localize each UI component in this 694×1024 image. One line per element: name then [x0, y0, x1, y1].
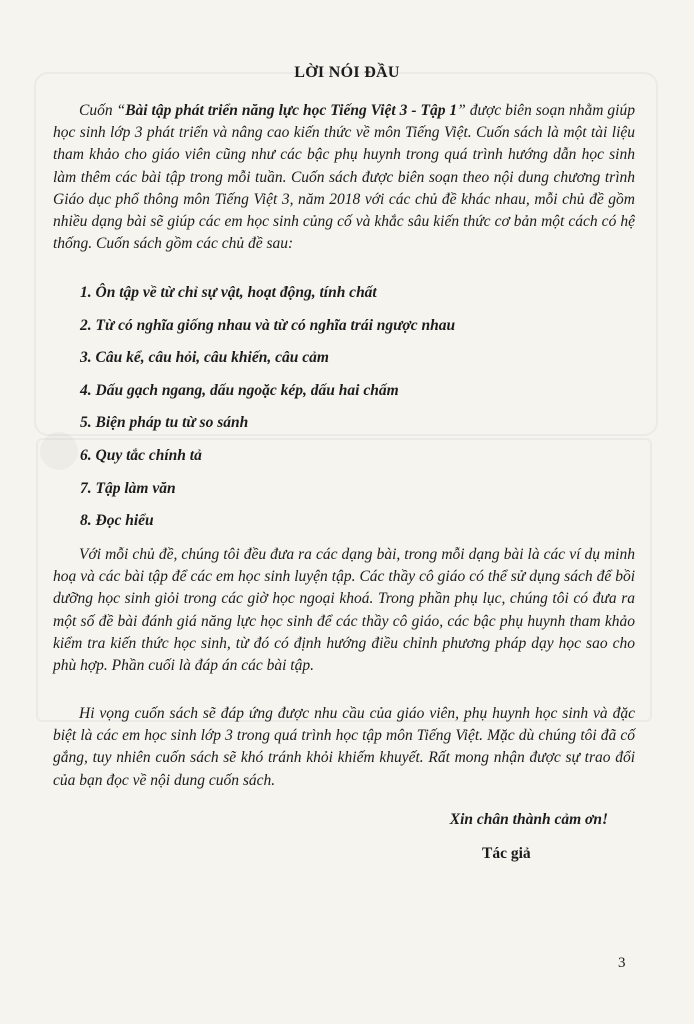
- closing-thanks: Xin chân thành cảm ơn!: [449, 811, 608, 828]
- author-signature: Tác giả: [482, 845, 531, 862]
- intro-body: ” được biên soạn nhằm giúp học sinh lớp 3 phát triển và nâng cao kiến thức về môn Tiếng Việt. Cuốn sách là một tài liệu tham khảo cho giáo viên cũng như các bậc phụ huynh trong quá trình hướng dẫn học sinh làm thêm các bài tập trong mỗi tuần. Cuốn sách được biên soạn theo nội dung chương trình Giáo dục phổ thông môn Tiếng Việt 3, năm 2018 với các chủ đề khác nhau, mỗi chủ đề gồm nhiều dạng bài sẽ giúp các em học sinh củng cố và khắc sâu kiến thức cơ bản một cách có hệ thống. Cuốn sách gồm các chủ đề sau:: [53, 102, 635, 253]
- topic-item: 7. Tập làm văn: [80, 479, 176, 497]
- hope-paragraph: [53, 703, 635, 792]
- topic-item: 4. Dấu gạch ngang, dấu ngoặc kép, dấu hai chấm: [80, 381, 399, 399]
- usage-text: Với mỗi chủ đề, chúng tôi đều đưa ra các dạng bài, trong mỗi dạng bài là các ví dụ minh hoạ và các bài tập để các em học sinh luyện tập. Các thầy cô giáo có thể sử dụng sách để bồi dưỡng học sinh giỏi trong các giờ học ngoại khoá. Trong phần phụ lục, chúng tôi có đưa ra một số đề bài đánh giá năng lực học sinh để các thầy cô giáo, các bậc phụ huynh tham khảo kiểm tra kiến thức học sinh, từ đó có định hướng điều chỉnh phương pháp dạy học sao cho phù hợp. Phần cuối là đáp án các bài tập.: [53, 546, 635, 675]
- usage-paragraph: [53, 544, 635, 677]
- intro-lead: Cuốn “: [79, 102, 126, 119]
- topic-item: 1. Ôn tập về từ chỉ sự vật, hoạt động, tính chất: [80, 284, 377, 301]
- topic-item: 5. Biện pháp tu từ so sánh: [80, 414, 249, 432]
- book-title: Bài tập phát triển năng lực học Tiếng Việt 3 - Tập 1: [125, 102, 458, 119]
- topic-item: 2. Từ có nghĩa giống nhau và từ có nghĩa trái ngược nhau: [80, 316, 456, 334]
- topic-item: 3. Câu kể, câu hỏi, câu khiến, câu cảm: [80, 349, 329, 367]
- intro-paragraph: [53, 100, 635, 255]
- show-through-marker: [40, 432, 78, 470]
- hope-text: Hi vọng cuốn sách sẽ đáp ứng được nhu cầu của giáo viên, phụ huynh học sinh và đặc biệt là các em học sinh lớp 3 trong quá trình học tập môn Tiếng Việt. Mặc dù chúng tôi đã cố gắng, tuy nhiên cuốn sách sẽ khó tránh khỏi khiếm khuyết. Rất mong nhận được sự trao đổi của bạn đọc về nội dung cuốn sách.: [53, 705, 635, 789]
- topic-item: 8. Đọc hiểu: [80, 512, 154, 530]
- topic-item: 6. Quy tắc chính tả: [80, 446, 202, 464]
- page-title: LỜI NÓI ĐẦU: [294, 64, 400, 81]
- page-number: 3: [618, 955, 626, 971]
- topic-list: [80, 282, 455, 543]
